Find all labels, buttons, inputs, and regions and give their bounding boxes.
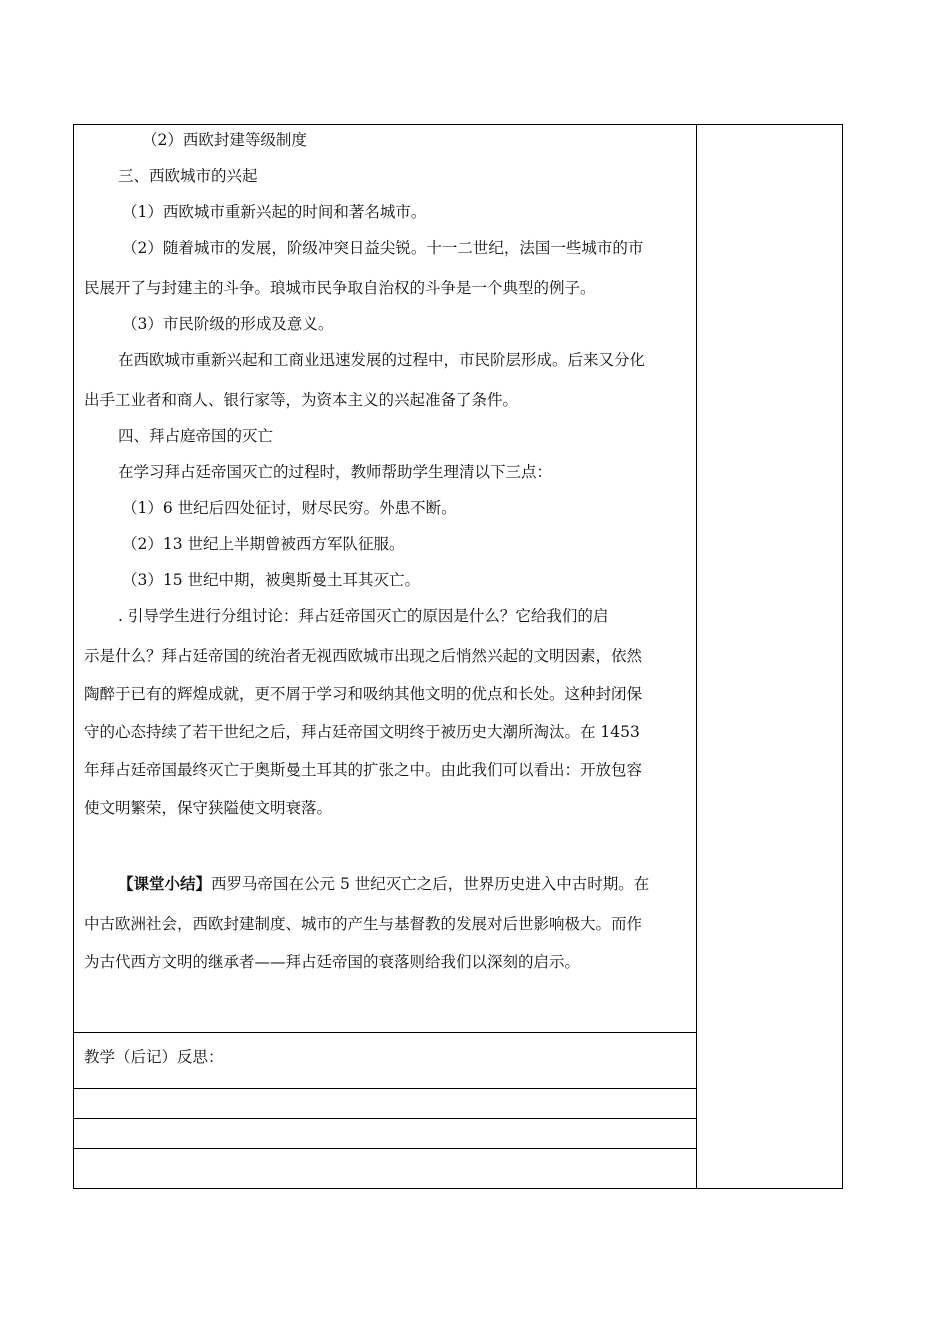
- reflection-label: 教学（后记）反思：: [84, 1048, 224, 1066]
- lesson-plan-table: [73, 124, 843, 1189]
- text-line: 陶醉于已有的辉煌成就，更不屑于学习和吸纳其他文明的优点和长处。这种封闭保: [84, 685, 643, 703]
- text-line: （2）13 世纪上半期曾被西方军队征服。: [122, 535, 405, 553]
- text-line: 民展开了与封建主的斗争。琅城市民争取自治权的斗争是一个典型的例子。: [84, 279, 596, 297]
- summary-paragraph: [118, 874, 649, 894]
- text-line: 出手工业者和商人、银行家等，为资本主义的兴起准备了条件。: [84, 391, 519, 409]
- text-line: 年拜占廷帝国最终灭亡于奥斯曼土耳其的扩张之中。由此我们可以看出：开放包容: [84, 761, 643, 779]
- text-line: 在西欧城市重新兴起和工商业迅速发展的过程中，市民阶层形成。后来又分化: [118, 351, 646, 369]
- notes-column: [697, 125, 842, 1188]
- text-line: 为古代西方文明的继承者——拜占廷帝国的衰落则给我们以深刻的启示。: [84, 953, 581, 971]
- text-line: 使文明繁荣，保守狭隘使文明衰落。: [84, 799, 333, 817]
- text-line: （1）6 世纪后四处征讨，财尽民穷。外患不断。: [122, 499, 457, 517]
- summary-label: 【课堂小结】: [118, 874, 212, 893]
- reflection-row-1[interactable]: [74, 1089, 696, 1118]
- section-heading: 四、拜占庭帝国的灭亡: [118, 427, 274, 445]
- text-line: . 引导学生进行分组讨论：拜占廷帝国灭亡的原因是什么？它给我们的启: [118, 607, 609, 625]
- main-column: [74, 125, 697, 1188]
- summary-text: 西罗马帝国在公元 5 世纪灭亡之后，世界历史进入中古时期。在: [211, 875, 650, 893]
- section-heading: 三、西欧城市的兴起: [118, 167, 258, 185]
- text-line: （3）15 世纪中期，被奥斯曼土耳其灭亡。: [122, 571, 421, 589]
- reflection-row-2[interactable]: [74, 1119, 696, 1148]
- reflection-row-3[interactable]: [74, 1149, 696, 1188]
- lesson-content-cell: [74, 125, 696, 1032]
- text-line: 在学习拜占廷帝国灭亡的过程时，教师帮助学生理清以下三点：: [118, 463, 553, 481]
- text-line: （3）市民阶级的形成及意义。: [122, 315, 334, 333]
- row-divider: [74, 1032, 696, 1033]
- text-line: （1）西欧城市重新兴起的时间和著名城市。: [122, 203, 427, 221]
- text-line: 守的心态持续了若干世纪之后，拜占廷帝国文明终于被历史大潮所淘汰。在 1453: [84, 723, 640, 741]
- text-line: （2）随着城市的发展，阶级冲突日益尖锐。十一二世纪，法国一些城市的市: [122, 239, 644, 257]
- text-line: 中古欧洲社会，西欧封建制度、城市的产生与基督教的发展对后世影响极大。而作: [84, 915, 643, 933]
- text-line: （2）西欧封建等级制度: [142, 131, 307, 149]
- text-line: 示是什么？拜占廷帝国的统治者无视西欧城市出现之后悄然兴起的文明因素，依然: [84, 647, 643, 665]
